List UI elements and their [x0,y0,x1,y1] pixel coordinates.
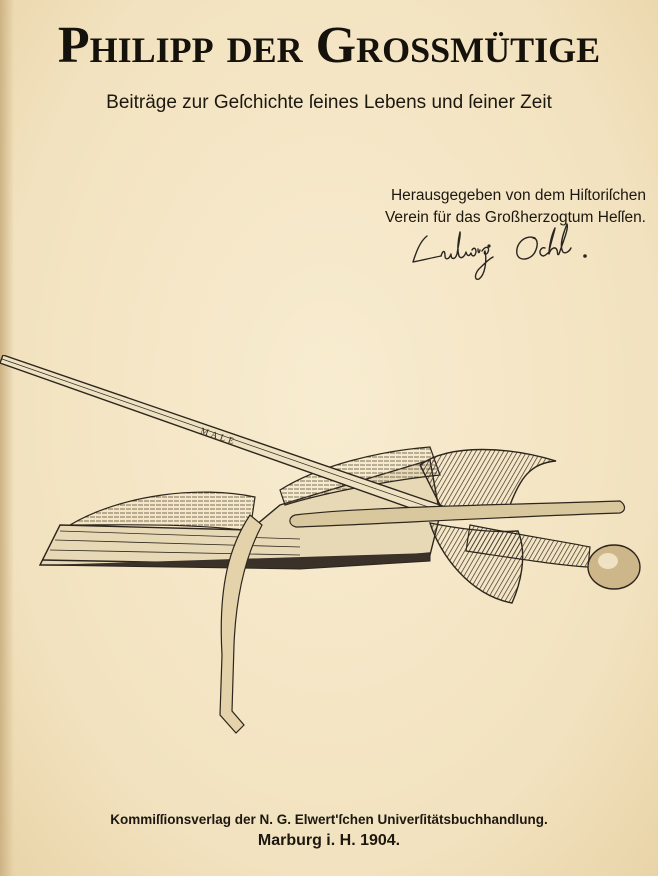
blade-inscription: MALE [199,425,239,447]
editor-line-2: Verein für das Großherzogtum Heſſen. [384,209,646,226]
publisher-imprint: Kommiſſionsverlag der N. G. Elwert'ſchen Univerſitätsbuchhandlung. [110,812,548,827]
book-title: Philipp der Grossmütige [57,17,601,74]
sword-and-book-illustration [0,355,658,745]
handwritten-signature [405,222,635,298]
book-subtitle: Beiträge zur Geſchichte ſeines Lebens und ſeiner Zeit [106,92,552,113]
place-and-date: Marburg i. H. 1904. [257,832,401,849]
editor-line-1: Herausgegeben von dem Hiſtoriſchen [390,187,646,204]
